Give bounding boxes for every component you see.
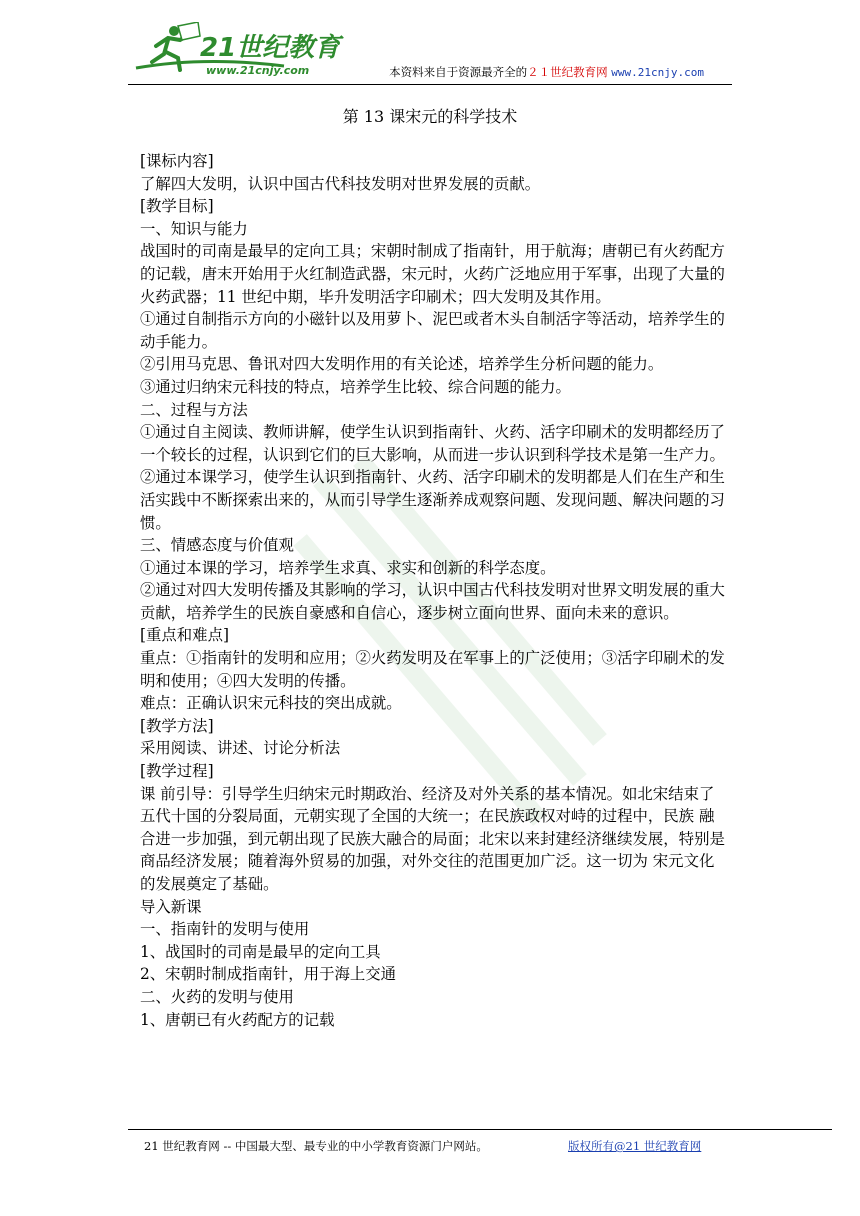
paragraph: [教学目标]: [140, 197, 214, 216]
paragraph: 二、火药的发明与使用: [140, 987, 294, 1006]
paragraph: 2、宋朝时制成指南针，用于海上交通: [140, 965, 397, 984]
paragraph: [教学过程]: [140, 762, 214, 781]
paragraph: 导入新课: [140, 897, 202, 916]
header-note-site: ２１世纪教育网: [527, 65, 608, 79]
paragraph: 课 前引导：引导学生归纳宋元时期政治、经济及对外关系的基本情况。如北宋结束了五代十国的分裂局面，元朝实现了全国的大统一；在民族政权对峙的过程中，民族 融合进一步加强，到元朝出现了民族大融合的局面；北宋以来封建经济继续发展，特别是商品经济发展；随着海外贸易的加强，对外交往的范围更加广泛。这一切为 宋元文化的发展奠定了基础。: [140, 784, 725, 893]
header-note-prefix: 本资料来自于资源最齐全的: [389, 65, 528, 79]
page-title: 第 13 课宋元的科学技术: [342, 107, 518, 126]
paragraph: 了解四大发明，认识中国古代科技发明对世界发展的贡献。: [140, 174, 541, 193]
page-header: [128, 22, 732, 85]
paragraph: 战国时的司南是最早的定向工具；宋朝时制成了指南针，用于航海；唐朝已有火药配方的记载，唐末开始用于火红制造武器，宋元时，火药广泛地应用于军事，出现了大量的火药武器；11 世纪中期，毕升发明活字印刷术；四大发明及其作用。: [140, 242, 725, 306]
page-footer: [128, 1129, 832, 1160]
svg-text:21世纪教育: 21世纪教育: [200, 33, 341, 63]
paragraph: 一、指南针的发明与使用: [140, 920, 310, 939]
paragraph: [教学方法]: [140, 716, 214, 735]
site-logo: [134, 22, 344, 80]
paragraph: ②通过本课学习，使学生认识到指南针、火药、活字印刷术的发明都是人们在生产和生活实践中不断探索出来的，从而引导学生逐渐养成观察问题、发现问题、解决问题的习惯。: [140, 468, 725, 532]
paragraph: ①通过本课的学习，培养学生求真、求实和创新的科学态度。: [140, 558, 556, 577]
paragraph: 1、唐朝已有火药配方的记载: [140, 1010, 335, 1029]
paragraph: ①通过自主阅读、教师讲解，使学生认识到指南针、火药、活字印刷术的发明都经历了一个较长的过程，认识到它们的巨大影响，从而进一步认识到科学技术是第一生产力。: [140, 423, 725, 464]
svg-text:www.21cnjy.com: www.21cnjy.com: [206, 64, 310, 77]
header-note: [389, 64, 704, 80]
paragraph: 难点：正确认识宋元科技的突出成就。: [140, 694, 402, 713]
copyright-link[interactable]: 版权所有@21 世纪教育网: [568, 1139, 702, 1153]
paragraph: 一、知识与能力: [140, 219, 248, 238]
paragraph: 二、过程与方法: [140, 400, 248, 419]
paragraph: ③通过归纳宋元科技的特点，培养学生比较、综合问题的能力。: [140, 377, 571, 396]
paragraph: 三、情感态度与价值观: [140, 536, 294, 555]
paragraph: ②引用马克思、鲁讯对四大发明作用的有关论述，培养学生分析问题的能力。: [140, 355, 664, 374]
paragraph: ①通过自制指示方向的小磁针以及用萝卜、泥巴或者木头自制活字等活动，培养学生的动手能力。: [140, 310, 725, 351]
paragraph: [重点和难点]: [140, 626, 229, 645]
paragraph: [课标内容]: [140, 152, 214, 170]
paragraph: 重点：①指南针的发明和应用；②火药发明及在军事上的广泛使用；③活字印刷术的发明和使用；④四大发明的传播。: [140, 649, 725, 690]
header-note-url[interactable]: www.21cnjy.com: [611, 66, 704, 79]
footer-text: 21 世纪教育网 -- 中国最大型、最专业的中小学教育资源门户网站。: [144, 1139, 488, 1153]
document-body: [140, 150, 725, 1031]
paragraph: 1、战国时的司南是最早的定向工具: [140, 942, 381, 961]
paragraph: ②通过对四大发明传播及其影响的学习，认识中国古代科技发明对世界文明发展的重大贡献，培养学生的民族自豪感和自信心，逐步树立面向世界、面向未来的意识。: [140, 581, 725, 622]
paragraph: 采用阅读、讲述、讨论分析法: [140, 739, 341, 758]
